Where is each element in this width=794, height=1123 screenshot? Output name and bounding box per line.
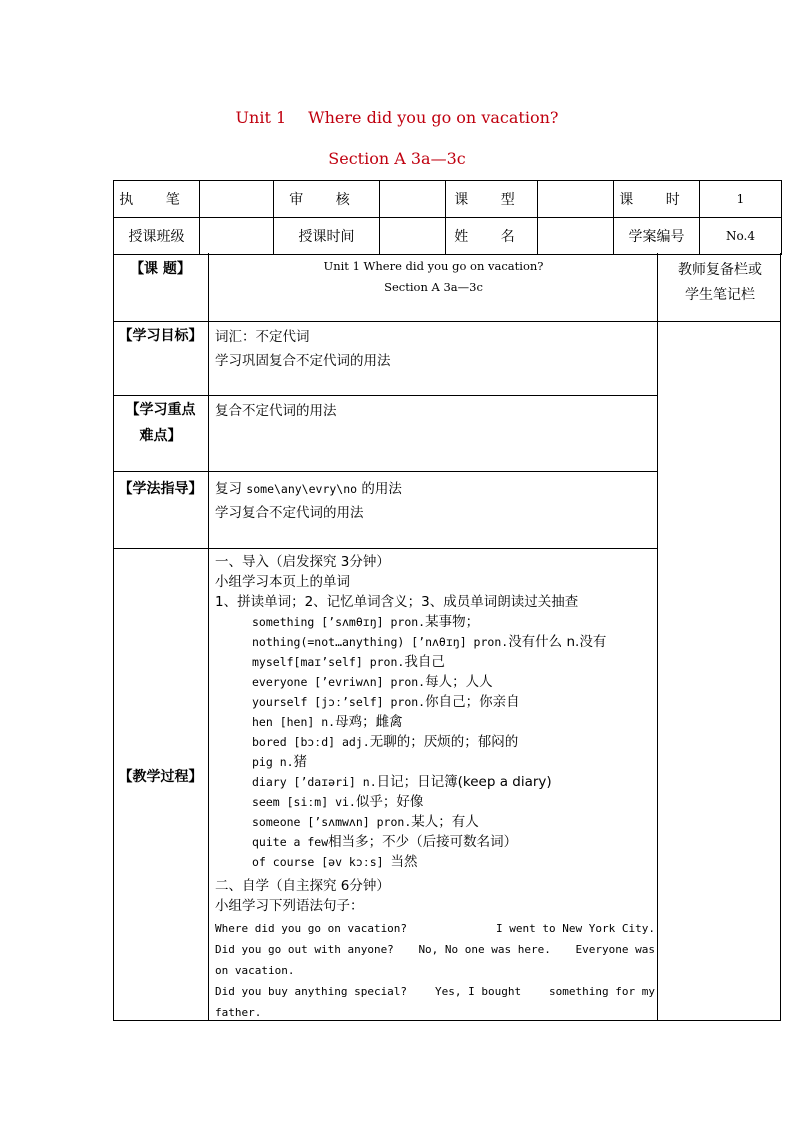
objectives-line-2: 学习巩固复合不定代词的用法 xyxy=(215,353,391,369)
name-label: 姓 名 xyxy=(446,218,538,255)
class-label: 授课班级 xyxy=(114,218,200,255)
sentence-2-continued: on vacation. xyxy=(215,964,295,977)
info-row-2 xyxy=(114,218,782,255)
sentence-1-answer: I went to New York City. xyxy=(496,922,655,935)
vocab-item xyxy=(215,652,655,672)
vocab-word: hen [hen] n. xyxy=(252,715,336,729)
vocab-word: myself[maɪ’self] pron. xyxy=(252,655,405,669)
vocab-item xyxy=(215,632,655,652)
vocab-meaning: 某事物； xyxy=(425,614,480,630)
code-value: No.4 xyxy=(700,218,782,255)
section2-title: 二、自学（自主探究 6分钟） xyxy=(215,878,390,894)
title-unit: Unit 1 xyxy=(235,108,287,127)
row-divider-topic xyxy=(113,321,781,322)
notes-header-1: 教师复备栏或 xyxy=(678,262,762,278)
review-label: 审 核 xyxy=(274,181,380,218)
objectives-label: 【学习目标】 xyxy=(118,328,203,344)
time-field[interactable] xyxy=(380,218,446,255)
notes-header-2: 学生笔记栏 xyxy=(685,287,755,303)
vocab-item xyxy=(215,732,655,752)
vocab-meaning: 似乎；好像 xyxy=(355,794,424,810)
vocab-item xyxy=(215,712,655,732)
vocab-meaning: 每人；人人 xyxy=(425,674,493,690)
keypoints-text: 复合不定代词的用法 xyxy=(215,403,337,419)
sentence-2-answer-b: Everyone was xyxy=(575,943,655,956)
keypoints-label-1: 【学习重点 xyxy=(125,402,196,418)
vocab-meaning: 当然 xyxy=(390,854,418,870)
vocab-word: yourself [jɔː’self] pron. xyxy=(252,695,426,709)
column-divider-left xyxy=(208,253,209,1021)
info-row-1 xyxy=(114,181,782,218)
vocab-meaning: 我自己 xyxy=(404,654,445,670)
vocab-word: bored [bɔːd] adj. xyxy=(252,735,370,749)
keypoints-label-2: 难点】 xyxy=(139,428,182,444)
author-field[interactable] xyxy=(200,181,274,218)
method-text-b: some\any\evry\no xyxy=(246,482,358,496)
sentence-2-answer-a: No, No one was here. xyxy=(418,943,551,956)
vocab-meaning: 母鸡；雌禽 xyxy=(335,714,403,730)
sentence-3-question: Did you buy anything special? xyxy=(215,985,408,998)
section1-title: 一、导入（启发探究 3分钟） xyxy=(215,554,390,570)
row-divider-objectives xyxy=(113,395,658,396)
vocab-meaning: 日记；日记簿(keep a diary) xyxy=(376,774,552,790)
info-table xyxy=(113,180,782,255)
topic-label: 【课 题】 xyxy=(130,261,191,277)
vocab-item xyxy=(215,692,655,712)
vocab-item xyxy=(215,612,655,632)
sentence-2-question: Did you go out with anyone? xyxy=(215,943,394,956)
method-line-2: 学习复合不定代词的用法 xyxy=(215,505,364,521)
vocab-item xyxy=(215,812,655,832)
vocab-item xyxy=(215,852,655,872)
vocab-meaning: 猪 xyxy=(293,754,308,770)
vocab-meaning: 无聊的；厌烦的；郁闷的 xyxy=(369,734,519,750)
vocab-word: quite a few xyxy=(252,835,329,849)
vocab-item xyxy=(215,752,655,772)
type-field[interactable] xyxy=(538,181,614,218)
vocab-item xyxy=(215,672,655,692)
method-text-a: 复习 xyxy=(215,481,247,497)
process-label: 【教学过程】 xyxy=(118,769,203,785)
vocab-word: diary [’daɪəri] n. xyxy=(252,775,377,789)
vocab-word: seem [siːm] vi. xyxy=(252,795,356,809)
sentence-3-continued: father. xyxy=(215,1006,262,1019)
vocab-word: of course [əv kɔːs] xyxy=(252,855,391,869)
type-label: 课 型 xyxy=(446,181,538,218)
sentence-3-answer-a: Yes, I bought xyxy=(435,985,522,998)
column-divider-right xyxy=(657,253,658,1021)
class-field[interactable] xyxy=(200,218,274,255)
objectives-line-1: 词汇：不定代词 xyxy=(215,329,310,345)
vocab-item xyxy=(215,832,655,852)
section1-steps: 1、拼读单词；2、记忆单词含义；3、成员单词朗读过关抽查 xyxy=(215,594,579,610)
vocab-meaning: 某人；有人 xyxy=(411,814,479,830)
sentence-2 xyxy=(215,939,655,960)
time-label: 授课时间 xyxy=(274,218,380,255)
vocab-item xyxy=(215,772,655,792)
period-value: 1 xyxy=(700,181,782,218)
vocab-word: someone [’sʌmwʌn] pron. xyxy=(252,815,412,829)
code-label: 学案编号 xyxy=(614,218,700,255)
vocab-meaning: 你自己；你亲自 xyxy=(425,694,520,710)
document-subtitle: Section A 3a—3c xyxy=(328,149,466,168)
vocab-word: pig n. xyxy=(252,755,294,769)
method-label: 【学法指导】 xyxy=(118,481,203,497)
row-divider-method xyxy=(113,548,658,549)
method-line-1 xyxy=(215,477,402,501)
vocab-item xyxy=(215,792,655,812)
vocab-meaning: 没有什么 n.没有 xyxy=(508,634,607,650)
name-field[interactable] xyxy=(538,218,614,255)
period-label: 课 时 xyxy=(614,181,700,218)
review-field[interactable] xyxy=(380,181,446,218)
row-divider-keypoints xyxy=(113,471,658,472)
sentence-1 xyxy=(215,918,655,939)
topic-line-2: Section A 3a—3c xyxy=(384,280,483,294)
vocab-meaning: 相当多；不少（后接可数名词） xyxy=(328,834,518,850)
topic-line-1: Unit 1 Where did you go on vacation? xyxy=(323,259,544,273)
sentence-3 xyxy=(215,981,655,1002)
vocab-word: something [’sʌmθɪŋ] pron. xyxy=(252,615,426,629)
document-title xyxy=(0,108,794,127)
method-text-c: 的用法 xyxy=(357,481,402,497)
sentence-1-question: Where did you go on vacation? xyxy=(215,922,408,935)
process-content xyxy=(215,552,655,1023)
vocab-word: everyone [’evriwʌn] pron. xyxy=(252,675,426,689)
section2-task: 小组学习下列语法句子： xyxy=(215,898,364,914)
vocab-word: nothing(=not…anything) [’nʌθɪŋ] pron. xyxy=(252,635,509,649)
title-question: Where did you go on vacation? xyxy=(308,108,559,127)
sentence-3-answer-b: something for my xyxy=(549,985,655,998)
section1-task: 小组学习本页上的单词 xyxy=(215,574,350,590)
author-label: 执 笔 xyxy=(114,181,200,218)
